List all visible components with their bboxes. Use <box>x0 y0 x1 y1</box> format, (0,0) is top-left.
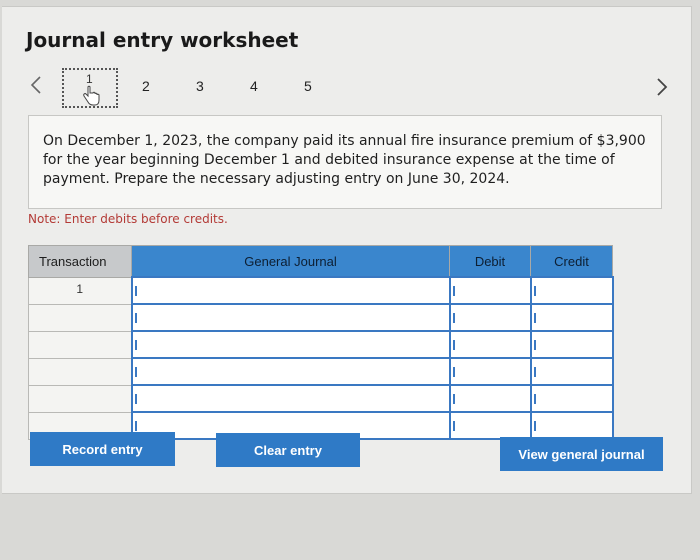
account-input[interactable] <box>132 331 450 358</box>
input-marker <box>534 421 536 431</box>
dropdown-marker <box>135 421 137 431</box>
step-1-tab[interactable] <box>62 68 118 108</box>
general-journal-header: General Journal <box>132 246 450 278</box>
page-title: Journal entry worksheet <box>26 28 299 52</box>
credit-input[interactable] <box>531 358 613 385</box>
dropdown-marker <box>135 367 137 377</box>
step-5-tab[interactable]: 5 <box>304 78 312 94</box>
input-marker <box>453 313 455 323</box>
account-input[interactable] <box>132 277 450 304</box>
step-number: 1 <box>86 72 93 86</box>
transaction-cell: 1 <box>29 277 132 304</box>
step-2-tab[interactable]: 2 <box>142 78 150 94</box>
question-box <box>28 115 662 209</box>
input-marker <box>534 313 536 323</box>
step-3-tab[interactable]: 3 <box>196 78 204 94</box>
record-entry-button[interactable]: Record entry <box>30 432 175 466</box>
table-row <box>29 385 613 412</box>
input-marker <box>534 394 536 404</box>
clear-entry-button[interactable]: Clear entry <box>216 433 360 467</box>
transaction-cell <box>29 358 132 385</box>
credit-input[interactable] <box>531 304 613 331</box>
transaction-cell <box>29 304 132 331</box>
input-marker <box>453 421 455 431</box>
debit-input[interactable] <box>450 412 531 439</box>
table-row <box>29 331 613 358</box>
credit-input[interactable] <box>531 412 613 439</box>
input-marker <box>534 367 536 377</box>
debit-input[interactable] <box>450 277 531 304</box>
instruction-note: Note: Enter debits before credits. <box>28 212 228 226</box>
journal-table <box>28 245 614 440</box>
table-header-row <box>29 246 613 278</box>
debit-input[interactable] <box>450 331 531 358</box>
debit-header: Debit <box>450 246 531 278</box>
transaction-header: Transaction <box>29 246 132 278</box>
account-input[interactable] <box>132 304 450 331</box>
input-marker <box>453 286 455 296</box>
chevron-right-icon[interactable] <box>654 76 670 98</box>
credit-header: Credit <box>531 246 613 278</box>
step-4-tab[interactable]: 4 <box>250 78 258 94</box>
view-general-journal-button[interactable]: View general journal <box>500 437 663 471</box>
transaction-cell <box>29 385 132 412</box>
chevron-left-icon[interactable] <box>28 74 44 96</box>
dropdown-marker <box>135 313 137 323</box>
credit-input[interactable] <box>531 385 613 412</box>
table-row <box>29 277 613 304</box>
dropdown-marker <box>135 340 137 350</box>
dropdown-marker <box>135 394 137 404</box>
debit-input[interactable] <box>450 385 531 412</box>
dropdown-marker <box>135 286 137 296</box>
account-input[interactable] <box>132 358 450 385</box>
table-row <box>29 358 613 385</box>
input-marker <box>534 286 536 296</box>
input-marker <box>534 340 536 350</box>
input-marker <box>453 394 455 404</box>
transaction-cell <box>29 331 132 358</box>
input-marker <box>453 340 455 350</box>
account-input[interactable] <box>132 385 450 412</box>
question-text: On December 1, 2023, the company paid its annual fire insurance premium of $3,900 for the year beginning December 1 and debited insurance expense at the time of payment. Prepare the necessary adjusting entry on June 30, 2024. <box>43 133 646 187</box>
debit-input[interactable] <box>450 304 531 331</box>
input-marker <box>453 367 455 377</box>
pointer-hand-icon <box>80 84 102 106</box>
table-row <box>29 304 613 331</box>
credit-input[interactable] <box>531 277 613 304</box>
debit-input[interactable] <box>450 358 531 385</box>
credit-input[interactable] <box>531 331 613 358</box>
